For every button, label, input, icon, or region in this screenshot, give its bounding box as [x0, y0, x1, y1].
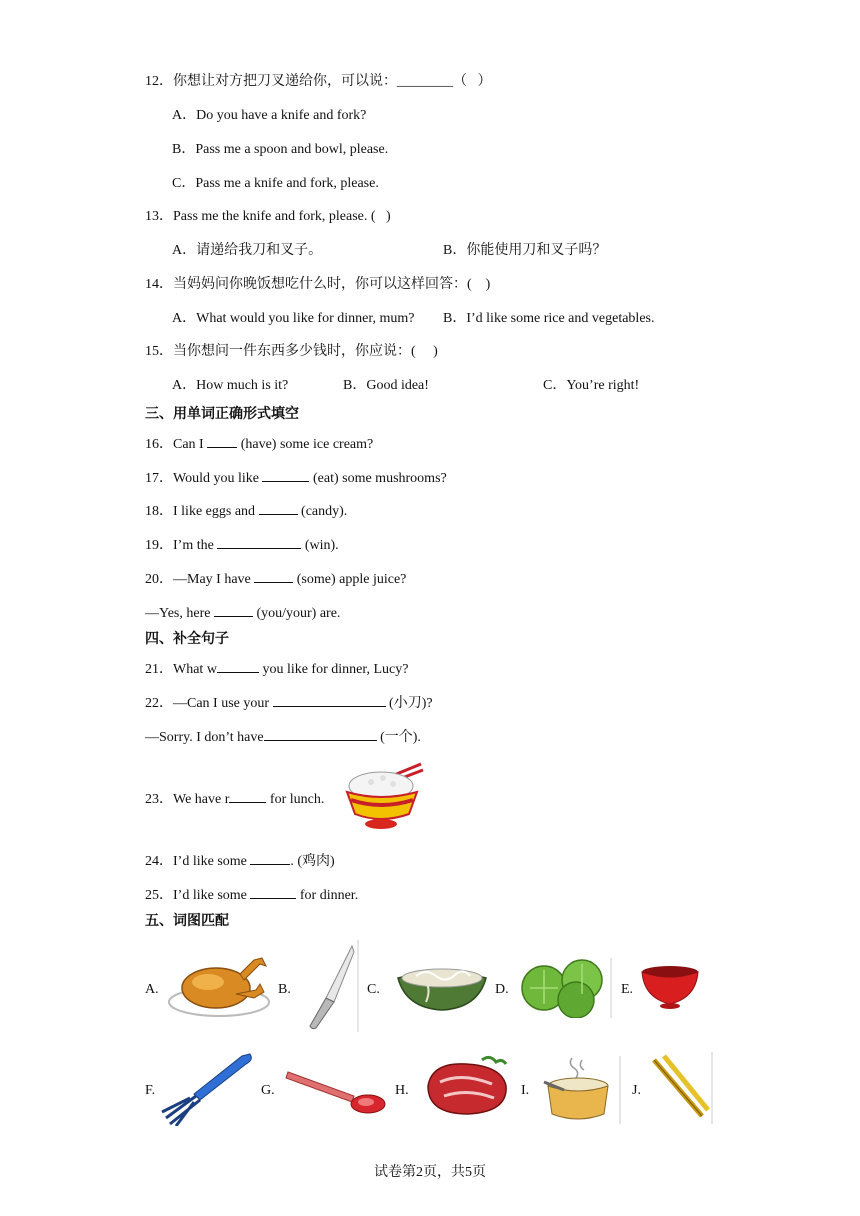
question-20a: 20．—May I have (some) apple juice? [145, 569, 406, 589]
cabbage-icon [518, 958, 614, 1018]
question-15: 15．当你想问一件东西多少钱时，你应说：( ) [145, 344, 438, 359]
answer-blank[interactable] [217, 535, 301, 549]
answer-blank[interactable] [217, 659, 259, 673]
answer-blank[interactable] [207, 434, 237, 448]
noodles-icon [396, 958, 488, 1014]
question-17: 17．Would you like (eat) some mushrooms? [145, 468, 447, 488]
section-3-title: 三、用单词正确形式填空 [145, 406, 299, 422]
option-14b: B．I’d like some rice and vegetables. [443, 311, 655, 326]
label-g: G. [261, 1083, 275, 1098]
label-f: F. [145, 1083, 156, 1098]
answer-blank[interactable] [254, 569, 293, 583]
roast-chicken-icon [166, 950, 272, 1020]
label-a: A. [145, 982, 159, 997]
question-18: 18．I like eggs and (candy). [145, 501, 347, 521]
question-21: 21．What w you like for dinner, Lucy? [145, 659, 408, 679]
chopsticks-icon [650, 1052, 714, 1124]
option-15a: A．How much is it? [172, 378, 289, 393]
option-12a: A．Do you have a knife and fork? [172, 108, 367, 123]
question-19: 19．I’m the (win). [145, 535, 339, 555]
fork-icon [160, 1050, 256, 1126]
label-j: J. [632, 1083, 641, 1098]
answer-blank[interactable] [259, 501, 298, 515]
option-12c: C．Pass me a knife and fork, please. [172, 176, 379, 191]
question-24: 24．I’d like some . (鸡肉) [145, 851, 335, 871]
section-5-title: 五、词图匹配 [145, 913, 229, 929]
page-footer: 试卷第2页，共5页 [374, 1165, 486, 1180]
option-15c: C．You’re right! [543, 378, 640, 393]
answer-blank[interactable] [262, 468, 309, 482]
question-20b: —Yes, here (you/your) are. [145, 603, 340, 623]
section-4-title: 四、补全句子 [145, 631, 229, 647]
label-h: H. [395, 1083, 409, 1098]
question-14: 14．当妈妈问你晚饭想吃什么时，你可以这样回答：( ) [145, 277, 491, 292]
question-12: 12．你想让对方把刀叉递给你，可以说：________（ ） [145, 74, 492, 89]
label-d: D. [495, 982, 509, 997]
answer-blank[interactable] [229, 789, 266, 803]
option-14a: A．What would you like for dinner, mum? [172, 311, 415, 326]
question-22a: 22．—Can I use your (小刀)? [145, 693, 433, 713]
question-16: 16．Can I (have) some ice cream? [145, 434, 373, 454]
question-13: 13．Pass me the knife and fork, please. ( ) [145, 209, 391, 224]
bowl-icon [640, 964, 700, 1010]
rice-bowl-icon [343, 762, 425, 832]
answer-blank[interactable] [214, 603, 253, 617]
meat-icon [422, 1054, 512, 1120]
spoon-icon [284, 1064, 388, 1116]
option-12b: B．Pass me a spoon and bowl, please. [172, 142, 389, 157]
question-25: 25．I’d like some for dinner. [145, 885, 358, 905]
answer-blank[interactable] [264, 727, 377, 741]
label-i: I. [521, 1083, 530, 1098]
label-b: B. [278, 982, 291, 997]
option-15b: B．Good idea! [343, 378, 429, 393]
soup-pot-icon [538, 1056, 622, 1124]
answer-blank[interactable] [250, 851, 290, 865]
label-c: C. [367, 982, 380, 997]
question-22b: —Sorry. I don’t have (一个). [145, 727, 421, 747]
answer-blank[interactable] [273, 693, 386, 707]
option-13a: A．请递给我刀和叉子。 [172, 243, 323, 258]
option-13b: B．你能使用刀和叉子吗？ [443, 243, 607, 258]
question-23: 23．We have r for lunch. [145, 789, 324, 809]
knife-icon [300, 940, 360, 1032]
answer-blank[interactable] [250, 885, 296, 899]
label-e: E. [621, 982, 634, 997]
